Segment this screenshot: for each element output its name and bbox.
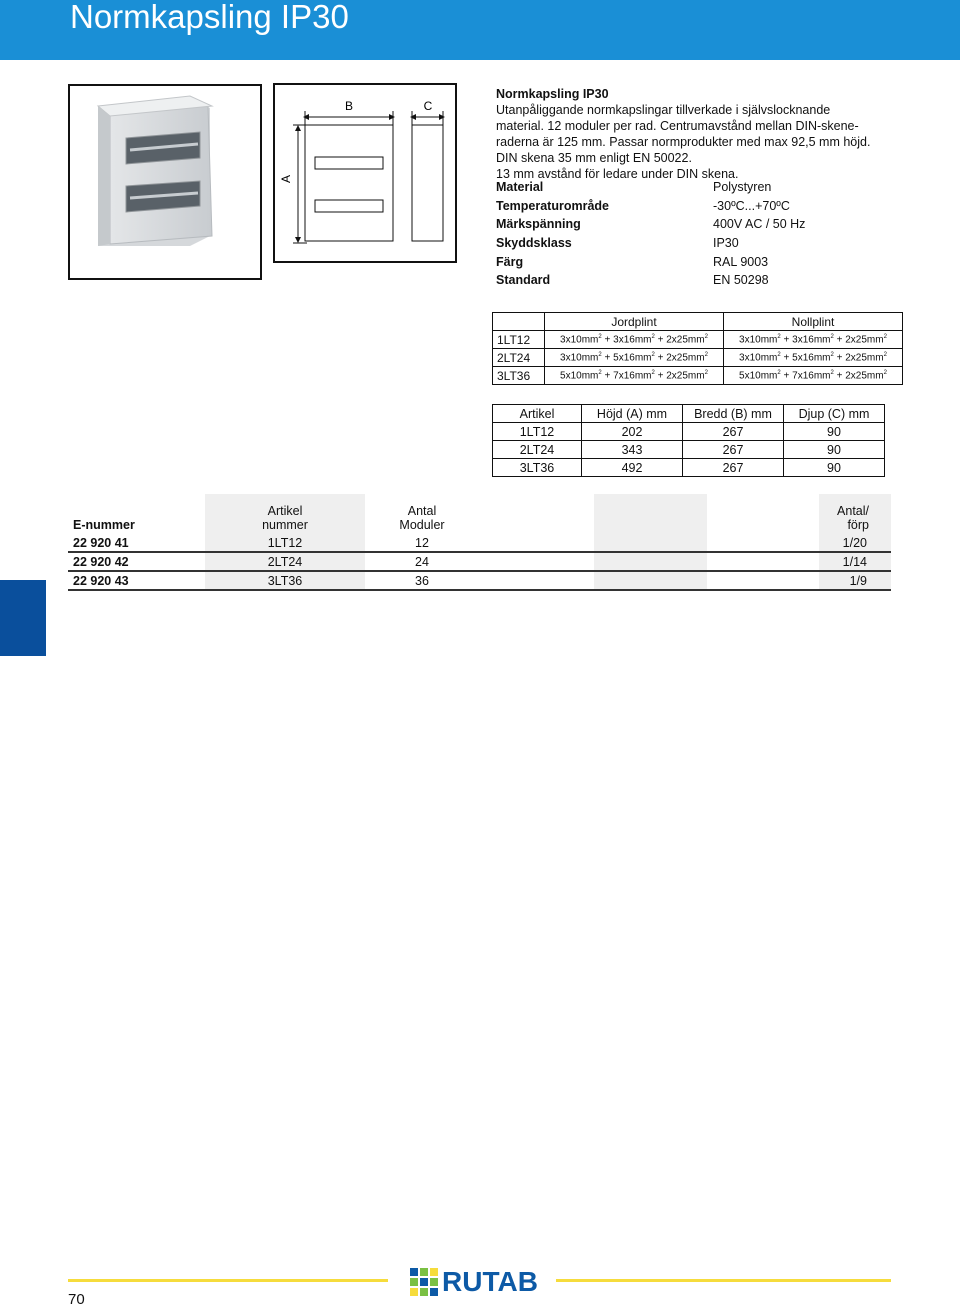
footer-divider-right [556, 1279, 891, 1282]
table-cell: 267 [683, 423, 784, 441]
spec-value: EN 50298 [713, 273, 769, 288]
table-row [493, 367, 903, 385]
spec-key: Temperaturområde [496, 198, 609, 213]
table-row [493, 349, 903, 367]
spec-key: Märkspänning [496, 217, 581, 232]
header-line: förp [847, 518, 869, 532]
column-header-enummer: E-nummer [73, 518, 135, 532]
description-line: DIN skena 35 mm enligt EN 50022. [496, 151, 692, 165]
column-header: Bredd (B) mm [683, 405, 784, 423]
page-header [0, 0, 960, 60]
nollplint-cell: $5x10mm^2 + 7x16mm^2 + 2x25mm^2$ [724, 367, 903, 385]
model-cell: 3LT36 [493, 367, 545, 385]
forp-cell: 1/9 [819, 571, 891, 590]
spec-value: Polystyren [713, 180, 772, 194]
spec-key: Material [496, 180, 544, 194]
jordplint-cell: $3x10mm^2 + 5x16mm^2 + 2x25mm^2$ [545, 349, 724, 367]
moduler-cell: 24 [365, 552, 479, 571]
column-header: Djup (C) mm [784, 405, 885, 423]
spec-key: Färg [496, 254, 524, 269]
table-row [68, 534, 891, 552]
table-row [493, 441, 885, 459]
header-nollplint: Nollplint [724, 313, 903, 331]
spec-key: Skyddsklass [496, 236, 572, 251]
section-tab [0, 580, 46, 656]
enummer-cell: 22 920 42 [68, 552, 205, 571]
table-cell: 90 [784, 423, 885, 441]
column-header-forp [819, 494, 891, 534]
nollplint-cell: $3x10mm^2 + 5x16mm^2 + 2x25mm^2$ [724, 349, 903, 367]
spec-value: -30ºC...+70ºC [713, 198, 790, 213]
table-cell: 267 [683, 441, 784, 459]
description-line: material. 12 moduler per rad. Centrumavstånd mellan DIN-skene- [496, 119, 859, 133]
label-b: B [344, 99, 354, 113]
spec-value: 400V AC / 50 Hz [713, 217, 806, 232]
moduler-cell: 36 [365, 571, 479, 590]
footer-divider-left [68, 1279, 388, 1282]
enummer-cell: 22 920 43 [68, 571, 205, 590]
table-row [493, 423, 885, 441]
table-cell: 202 [582, 423, 683, 441]
artikel-cell: 3LT36 [205, 571, 365, 590]
description-line: Utanpåliggande normkapslingar tillverkade i självslocknande [496, 103, 831, 117]
table-cell: 343 [582, 441, 683, 459]
logo-mark-icon [410, 1268, 438, 1296]
forp-cell: 1/20 [819, 534, 891, 552]
table-row [493, 331, 903, 349]
dimension-diagram [273, 83, 457, 263]
page-title: Normkapsling IP30 [70, 0, 349, 35]
artikel-cell: 2LT24 [205, 552, 365, 571]
table-row [68, 552, 891, 571]
table-cell: 2LT24 [493, 441, 582, 459]
dimensions-table [492, 404, 885, 477]
enummer-cell: 22 920 41 [68, 534, 205, 552]
forp-cell: 1/14 [819, 552, 891, 571]
jordplint-cell: $3x10mm^2 + 3x16mm^2 + 2x25mm^2$ [545, 331, 724, 349]
artikel-cell: 1LT12 [205, 534, 365, 552]
table-cell: 492 [582, 459, 683, 477]
label-c: C [423, 99, 433, 113]
spec-value: RAL 9003 [713, 254, 769, 269]
table-row [493, 459, 885, 477]
header-line: Artikel [267, 504, 303, 518]
column-header: Höjd (A) mm [582, 405, 683, 423]
header-line: Antal [407, 504, 437, 518]
logo-text: RUTAB [442, 1266, 538, 1297]
nollplint-cell: $3x10mm^2 + 3x16mm^2 + 2x25mm^2$ [724, 331, 903, 349]
column-header-antal [365, 494, 479, 534]
brand-logo [410, 1267, 538, 1297]
page-number: 70 [68, 1291, 85, 1308]
description-line: raderna är 125 mm. Passar normprodukter med max 92,5 mm höjd. [496, 135, 871, 149]
header-line: Antal/ [837, 504, 869, 518]
table-cell: 3LT36 [493, 459, 582, 477]
column-header: Artikel [493, 405, 582, 423]
moduler-cell: 12 [365, 534, 479, 552]
header-line: Moduler [399, 518, 445, 532]
description-line: 13 mm avstånd för ledare under DIN skena. [496, 167, 739, 181]
model-cell: 1LT12 [493, 331, 545, 349]
header-jordplint: Jordplint [545, 313, 724, 331]
product-photo [68, 84, 262, 280]
table-cell: 90 [784, 459, 885, 477]
order-table [68, 494, 891, 591]
header-line: nummer [262, 518, 308, 532]
table-cell: 1LT12 [493, 423, 582, 441]
description-heading: Normkapsling IP30 [496, 87, 609, 101]
spec-value: IP30 [713, 236, 739, 251]
model-cell: 2LT24 [493, 349, 545, 367]
table-cell: 267 [683, 459, 784, 477]
product-description [496, 86, 916, 182]
table-cell: 90 [784, 441, 885, 459]
terminal-table [492, 312, 903, 385]
spec-key: Standard [496, 273, 551, 288]
label-a: A [279, 174, 293, 184]
jordplint-cell: $5x10mm^2 + 7x16mm^2 + 2x25mm^2$ [545, 367, 724, 385]
table-row [68, 571, 891, 590]
column-header-artikel [205, 494, 365, 534]
